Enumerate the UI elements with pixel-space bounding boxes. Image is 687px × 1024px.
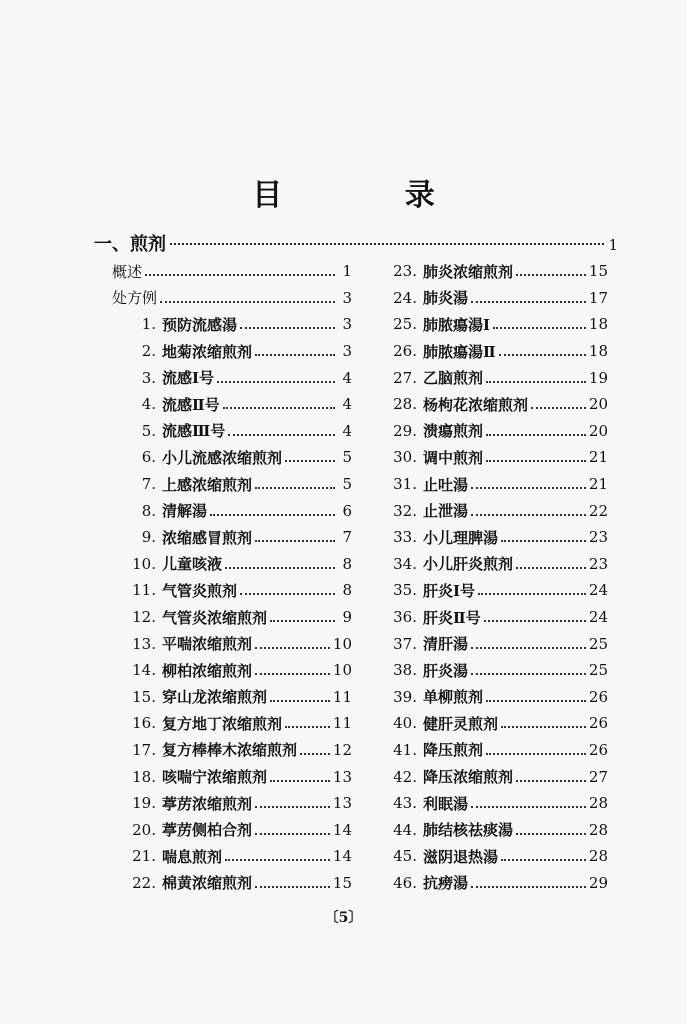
- entry-number: 39.: [393, 687, 417, 706]
- entry-number: 29.: [393, 421, 417, 440]
- dot-leader: [255, 540, 335, 542]
- toc-entry: [383, 604, 608, 631]
- entry-page: 25: [588, 634, 608, 653]
- entry-page: 26: [588, 687, 608, 706]
- entry-page: 8: [342, 554, 352, 573]
- entry-title: 肺脓瘍湯Ⅱ: [423, 342, 496, 361]
- dot-leader: [223, 407, 335, 409]
- entry-title: 降压煎剂: [423, 741, 484, 760]
- dot-leader: [270, 780, 330, 782]
- dot-leader: [255, 806, 330, 808]
- entry-title: 肝炎Ⅰ号: [423, 581, 476, 600]
- entry-page: 20: [588, 395, 608, 414]
- entry-page: 4: [342, 421, 352, 440]
- toc-entry: [383, 630, 608, 657]
- entry-title: 清肝湯: [423, 635, 469, 654]
- entry-page: 14: [332, 820, 352, 839]
- entry-number: 14.: [132, 661, 156, 680]
- entry-title: 肺炎浓缩煎剂: [423, 262, 514, 281]
- entry-title: 流感Ⅲ号: [162, 422, 226, 441]
- toc-entry: [112, 843, 352, 870]
- toc-entry: [112, 790, 352, 817]
- toc-entry: [112, 471, 352, 498]
- toc-entry: [112, 551, 352, 578]
- dot-leader: [255, 833, 330, 835]
- toc-entry: [383, 444, 608, 471]
- dot-leader: [285, 726, 330, 728]
- entry-title: 乙脑煎剂: [423, 369, 484, 388]
- toc-entry: [112, 311, 352, 338]
- entry-page: 11: [332, 714, 352, 733]
- dot-leader: [471, 514, 586, 516]
- entry-number: 40.: [393, 714, 417, 733]
- dot-leader: [516, 274, 586, 276]
- dot-leader: [471, 806, 586, 808]
- entry-page: 28: [588, 794, 608, 813]
- entry-page: 14: [332, 847, 352, 866]
- entry-title: 气管炎煎剂: [162, 581, 238, 600]
- entry-number: 24.: [393, 288, 417, 307]
- dot-leader: [478, 593, 586, 595]
- dot-leader: [225, 567, 335, 569]
- dot-leader: [255, 673, 330, 675]
- dot-leader: [493, 327, 586, 329]
- entry-number: 16.: [132, 714, 156, 733]
- entry-title: 止泄湯: [423, 502, 469, 521]
- entry-number: 28.: [393, 395, 417, 414]
- entry-page: 4: [342, 395, 352, 414]
- entry-title: 降压浓缩煎剂: [423, 768, 514, 787]
- entry-number: 15.: [132, 687, 156, 706]
- toc-entry: [383, 657, 608, 684]
- entry-page: 13: [332, 794, 352, 813]
- toc-entry: [383, 338, 608, 365]
- entry-number: 13.: [132, 634, 156, 653]
- entry-page: 19: [588, 368, 608, 387]
- entry-number: 20.: [132, 820, 156, 839]
- entry-number: 33.: [393, 528, 417, 547]
- entry-page: 17: [588, 288, 608, 307]
- entry-title: 流感Ⅱ号: [162, 395, 220, 414]
- entry-title: 复方棒棒木浓缩煎剂: [162, 741, 298, 760]
- toc-entry: [383, 391, 608, 418]
- entry-title: 概述: [112, 262, 143, 281]
- toc-right-column: [383, 258, 608, 896]
- entry-title: 棉黄浓缩煎剂: [162, 874, 253, 893]
- toc-entry: [112, 444, 352, 471]
- entry-page: 18: [588, 342, 608, 361]
- entry-title: 平喘浓缩煎剂: [162, 635, 253, 654]
- entry-number: 41.: [393, 740, 417, 759]
- dot-leader: [501, 540, 586, 542]
- dot-leader: [501, 859, 586, 861]
- page-title: 目 录: [252, 178, 491, 213]
- entry-title: 清解湯: [162, 502, 208, 521]
- toc-entry: [383, 577, 608, 604]
- dot-leader: [486, 381, 586, 383]
- entry-page: 10: [332, 634, 352, 653]
- entry-page: 9: [342, 608, 352, 627]
- entry-title: 流感Ⅰ号: [162, 369, 215, 388]
- entry-title: 滋阴退热湯: [423, 847, 499, 866]
- entry-title: 上感浓缩煎剂: [162, 475, 253, 494]
- entry-title: 杨枸花浓缩煎剂: [423, 395, 529, 414]
- toc-entry: [383, 497, 608, 524]
- entry-title: 止吐湯: [423, 475, 469, 494]
- entry-number: 8.: [141, 501, 156, 520]
- entry-page: 27: [588, 767, 608, 786]
- entry-page: 18: [588, 315, 608, 334]
- toc-entry: [112, 816, 352, 843]
- dot-leader: [471, 673, 586, 675]
- toc-entry: [112, 657, 352, 684]
- dot-leader: [160, 301, 335, 303]
- entry-title: 喘息煎剂: [162, 847, 223, 866]
- entry-page: 28: [588, 847, 608, 866]
- entry-number: 34.: [393, 554, 417, 573]
- entry-title: 小儿流感浓缩煎剂: [162, 448, 283, 467]
- entry-title: 单柳煎剂: [423, 688, 484, 707]
- entry-page: 23: [588, 528, 608, 547]
- dot-leader: [471, 487, 586, 489]
- entry-title: 处方例: [112, 289, 158, 308]
- toc-entry: [112, 258, 352, 285]
- dot-leader: [484, 620, 586, 622]
- entry-number: 42.: [393, 767, 417, 786]
- entry-number: 11.: [132, 581, 156, 600]
- entry-title: 地菊浓缩煎剂: [162, 342, 253, 361]
- entry-page: 6: [342, 501, 352, 520]
- dot-leader: [145, 274, 335, 276]
- entry-title: 葶苈浓缩煎剂: [162, 794, 253, 813]
- toc-entry: [112, 524, 352, 551]
- entry-number: 3.: [141, 368, 156, 387]
- entry-page: 3: [342, 288, 352, 307]
- entry-number: 1.: [141, 315, 156, 334]
- dot-leader: [499, 354, 586, 356]
- entry-page: 12: [332, 740, 352, 759]
- entry-page: 3: [342, 315, 352, 334]
- dot-leader: [486, 460, 586, 462]
- toc-entry: [383, 710, 608, 737]
- section-page: 1: [608, 236, 618, 254]
- entry-title: 溃瘍煎剂: [423, 422, 484, 441]
- entry-page: 24: [588, 581, 608, 600]
- entry-page: 5: [342, 475, 352, 494]
- toc-entry: [383, 418, 608, 445]
- entry-number: 43.: [393, 794, 417, 813]
- entry-number: 30.: [393, 448, 417, 467]
- dot-leader: [486, 434, 586, 436]
- entry-page: 11: [332, 687, 352, 706]
- entry-page: 21: [588, 448, 608, 467]
- toc-entry: [112, 497, 352, 524]
- entry-page: 25: [588, 661, 608, 680]
- dot-leader: [516, 567, 586, 569]
- entry-number: 45.: [393, 847, 417, 866]
- dot-leader: [285, 460, 335, 462]
- entry-title: 肺结核祛痰湯: [423, 821, 514, 840]
- entry-number: 46.: [393, 873, 417, 892]
- entry-page: 5: [342, 448, 352, 467]
- toc-entry: [112, 391, 352, 418]
- entry-title: 肺脓瘍湯Ⅰ: [423, 315, 491, 334]
- toc-entry: [112, 604, 352, 631]
- toc-entry: [383, 551, 608, 578]
- entry-number: 10.: [132, 554, 156, 573]
- dot-leader: [270, 620, 335, 622]
- entry-number: 21.: [132, 847, 156, 866]
- dot-leader: [516, 780, 586, 782]
- entry-title: 调中煎剂: [423, 448, 484, 467]
- toc-entry: [383, 763, 608, 790]
- entry-title: 肝炎湯: [423, 661, 469, 680]
- entry-number: 36.: [393, 608, 417, 627]
- dot-leader: [240, 593, 335, 595]
- dot-leader: [255, 886, 330, 888]
- entry-page: 26: [588, 740, 608, 759]
- entry-page: 3: [342, 342, 352, 361]
- page-number: 〔5〕: [324, 910, 363, 926]
- section-label: 一、煎剂: [94, 234, 166, 255]
- dot-leader: [255, 354, 335, 356]
- entry-page: 4: [342, 368, 352, 387]
- entry-number: 12.: [132, 608, 156, 627]
- toc-entry: [112, 870, 352, 897]
- entry-number: 37.: [393, 634, 417, 653]
- entry-number: 9.: [141, 528, 156, 547]
- entry-title: 健肝灵煎剂: [423, 714, 499, 733]
- entry-title: 肝炎Ⅱ号: [423, 608, 481, 627]
- entry-title: 葶苈侧柏合剂: [162, 821, 253, 840]
- entry-page: 15: [332, 873, 352, 892]
- entry-title: 儿童咳液: [162, 555, 223, 574]
- entry-number: 7.: [141, 475, 156, 494]
- toc-entry: [383, 285, 608, 312]
- entry-page: 1: [342, 262, 352, 281]
- entry-page: 21: [588, 475, 608, 494]
- entry-number: 38.: [393, 661, 417, 680]
- entry-title: 小儿肝炎煎剂: [423, 555, 514, 574]
- toc-entry: [112, 338, 352, 365]
- dot-leader: [240, 327, 335, 329]
- entry-number: 2.: [141, 342, 156, 361]
- entry-title: 气管炎浓缩煎剂: [162, 608, 268, 627]
- entry-number: 19.: [132, 794, 156, 813]
- entry-number: 5.: [141, 421, 156, 440]
- entry-title: 浓缩感冒煎剂: [162, 528, 253, 547]
- entry-title: 咳喘宁浓缩煎剂: [162, 768, 268, 787]
- toc-entry: [383, 258, 608, 285]
- toc-entry: [112, 285, 352, 312]
- entry-page: 23: [588, 554, 608, 573]
- dot-leader: [217, 381, 335, 383]
- toc-entry: [383, 870, 608, 897]
- dot-leader: [531, 407, 586, 409]
- entry-title: 小儿理脾湯: [423, 528, 499, 547]
- toc-entry: [383, 471, 608, 498]
- dot-leader: [516, 833, 586, 835]
- toc-entry: [383, 364, 608, 391]
- entry-page: 15: [588, 262, 608, 281]
- entry-page: 26: [588, 714, 608, 733]
- entry-page: 22: [588, 501, 608, 520]
- entry-title: 柳柏浓缩煎剂: [162, 661, 253, 680]
- toc-left-column: [112, 258, 352, 896]
- dot-leader: [210, 514, 335, 516]
- entry-page: 13: [332, 767, 352, 786]
- toc-entry: [112, 737, 352, 764]
- dot-leader: [255, 647, 330, 649]
- dot-leader: [501, 726, 586, 728]
- entry-title: 穿山龙浓缩煎剂: [162, 688, 268, 707]
- entry-number: 17.: [132, 740, 156, 759]
- entry-number: 31.: [393, 475, 417, 494]
- section-heading: [94, 230, 618, 256]
- dot-leader: [270, 700, 330, 702]
- toc-entry: [383, 737, 608, 764]
- entry-number: 4.: [141, 395, 156, 414]
- entry-number: 25.: [393, 315, 417, 334]
- dot-leader: [471, 886, 586, 888]
- toc-entry: [383, 843, 608, 870]
- entry-page: 8: [342, 581, 352, 600]
- dot-leader: [228, 434, 335, 436]
- toc-entry: [112, 418, 352, 445]
- dot-leader: [471, 647, 586, 649]
- dot-leader: [471, 301, 586, 303]
- entry-page: 10: [332, 661, 352, 680]
- toc-entry: [112, 630, 352, 657]
- entry-page: 7: [342, 528, 352, 547]
- entry-number: 27.: [393, 368, 417, 387]
- toc-entry: [383, 684, 608, 711]
- entry-title: 肺炎湯: [423, 289, 469, 308]
- toc-entry: [383, 790, 608, 817]
- toc-entry: [383, 311, 608, 338]
- dot-leader: [300, 753, 330, 755]
- entry-number: 18.: [132, 767, 156, 786]
- entry-page: 29: [588, 873, 608, 892]
- entry-number: 22.: [132, 873, 156, 892]
- toc-entry: [383, 524, 608, 551]
- entry-number: 23.: [393, 262, 417, 281]
- toc-entry: [112, 364, 352, 391]
- entry-title: 抗痨湯: [423, 874, 469, 893]
- toc-entry: [112, 763, 352, 790]
- entry-title: 利眠湯: [423, 794, 469, 813]
- dot-leader: [486, 700, 586, 702]
- entry-number: 6.: [141, 448, 156, 467]
- entry-page: 20: [588, 421, 608, 440]
- entry-title: 预防流感湯: [162, 315, 238, 334]
- entry-page: 28: [588, 820, 608, 839]
- dot-leader: [486, 753, 586, 755]
- entry-number: 32.: [393, 501, 417, 520]
- dot-leader: [255, 487, 335, 489]
- toc-entry: [383, 816, 608, 843]
- toc-entry: [112, 710, 352, 737]
- entry-page: 24: [588, 608, 608, 627]
- entry-number: 26.: [393, 342, 417, 361]
- entry-number: 44.: [393, 820, 417, 839]
- entry-title: 复方地丁浓缩煎剂: [162, 714, 283, 733]
- entry-number: 35.: [393, 581, 417, 600]
- dot-leader: [170, 243, 604, 245]
- toc-entry: [112, 684, 352, 711]
- toc-entry: [112, 577, 352, 604]
- dot-leader: [225, 859, 330, 861]
